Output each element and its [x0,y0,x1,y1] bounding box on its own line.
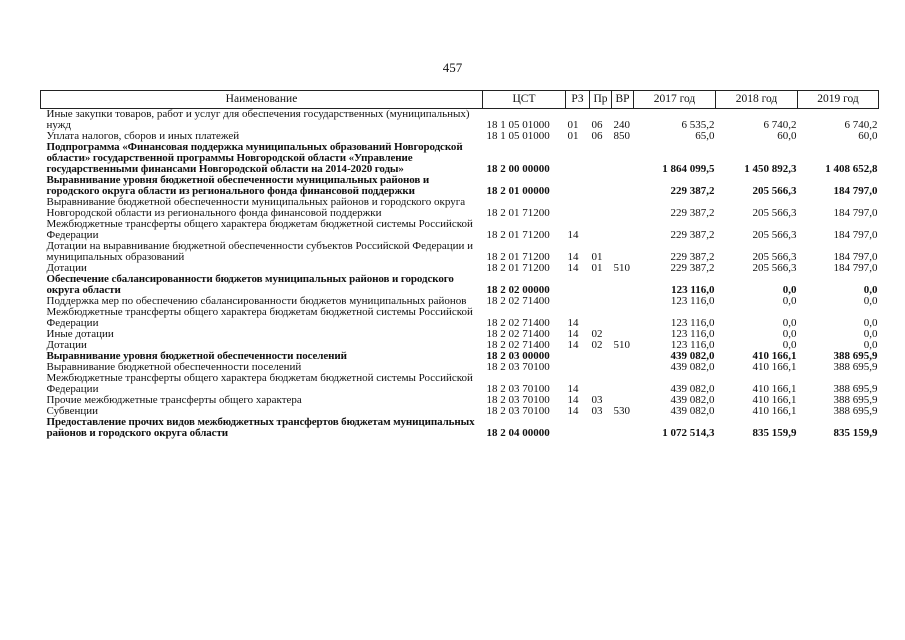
row-vr: 510 [613,339,630,351]
row-name: Выравнивание уровня бюджетной обеспеченности муниципальных районов и городского округа области из регионального фонда финансовой поддержки [46,174,430,197]
row-rz [566,142,590,175]
row-vr [612,274,634,296]
table-row [41,329,879,340]
table-row [41,241,879,263]
row-2018: 6 740,2 [763,119,797,131]
row-rz [566,175,590,197]
row-rz: 14 [567,339,579,351]
row-rz: 14 [567,405,579,417]
table-row [41,109,879,132]
row-pr: 03 [591,394,603,406]
table-row [41,373,879,395]
row-2019: 0,0 [863,317,878,329]
header-cst: ЦСТ [483,91,566,109]
header-rz: РЗ [566,91,590,109]
row-vr [612,197,634,219]
row-2018: 0,0 [782,284,797,296]
row-name: Дотации на выравнивание бюджетной обеспеченности субъектов Российской Федерации и муниципальных образований [46,240,474,263]
row-name: Дотации [46,339,87,351]
row-pr [590,274,612,296]
row-2019: 388 695,9 [833,405,878,417]
table-row [41,175,879,197]
row-name: Иные дотации [46,328,114,340]
row-pr: 03 [591,405,603,417]
row-2017: 229 387,2 [670,185,715,197]
row-2019: 0,0 [863,284,878,296]
row-2018: 1 450 892,3 [744,163,797,175]
row-vr: 510 [613,262,630,274]
row-2018: 410 166,1 [752,361,797,373]
row-2017: 123 116,0 [670,295,715,307]
row-2019: 184 797,0 [833,251,878,263]
row-cst: 18 2 04 00000 [486,427,550,439]
row-cst: 18 2 01 71200 [486,229,550,241]
row-name: Подпрограмма «Финансовая поддержка муниципальных образований Новгородской области» государственной программы Новгородской области «Управление государственными финансами Новгородской области на 2014-2020 годы» [46,141,463,175]
row-cst: 18 2 02 71400 [486,317,550,329]
row-pr [590,307,612,329]
row-2019: 184 797,0 [833,185,878,197]
row-2017: 439 082,0 [670,350,715,362]
row-2017: 123 116,0 [670,317,715,329]
row-name: Обеспечение сбалансированности бюджетов муниципальных районов и городского округа области [46,273,454,296]
row-name: Выравнивание бюджетной обеспеченности поселений [46,361,302,373]
row-2018: 60,0 [777,130,797,142]
header-2018: 2018 год [716,91,798,109]
row-rz [566,362,590,373]
row-2018: 205 566,3 [752,185,797,197]
header-pr: Пр [590,91,612,109]
row-cst: 18 2 03 70100 [486,394,550,406]
row-cst: 18 2 01 00000 [486,185,550,197]
row-cst: 18 2 01 71200 [486,207,550,219]
row-2018: 410 166,1 [752,405,797,417]
row-2017: 229 387,2 [670,229,715,241]
table-row [41,142,879,175]
table-row [41,197,879,219]
row-2019: 0,0 [863,339,878,351]
row-name: Выравнивание уровня бюджетной обеспеченности поселений [46,350,347,362]
row-2019: 6 740,2 [844,119,878,131]
row-vr [612,373,634,395]
row-2017: 123 116,0 [670,339,715,351]
row-rz: 14 [567,251,579,263]
row-rz: 14 [567,317,579,329]
row-cst: 18 2 02 00000 [486,284,550,296]
row-cst: 18 2 03 00000 [486,350,550,362]
row-2019: 835 159,9 [833,427,878,439]
row-pr: 02 [591,328,603,340]
row-2017: 1 864 099,5 [662,163,715,175]
row-cst: 18 2 02 71400 [486,339,550,351]
table-body [41,109,879,440]
row-2019: 0,0 [863,328,878,340]
row-2017: 229 387,2 [670,251,715,263]
row-2018: 0,0 [782,295,797,307]
row-rz: 14 [567,383,579,395]
row-2018: 410 166,1 [752,350,797,362]
row-name: Межбюджетные трансферты общего характера бюджетам бюджетной системы Российской Федерации [46,306,473,329]
row-name: Межбюджетные трансферты общего характера бюджетам бюджетной системы Российской Федерации [46,372,473,395]
row-rz [566,417,590,439]
row-2018: 835 159,9 [752,427,797,439]
row-2017: 123 116,0 [670,328,715,340]
row-2018: 410 166,1 [752,383,797,395]
row-2019: 60,0 [858,130,878,142]
row-pr [590,197,612,219]
row-cst: 18 2 02 71400 [486,328,550,340]
row-2017: 229 387,2 [670,262,715,274]
row-pr: 01 [591,262,603,274]
row-2017: 229 387,2 [670,207,715,219]
row-cst: 18 2 00 00000 [486,163,550,175]
budget-table [40,90,879,439]
row-vr [612,307,634,329]
table-row [41,417,879,439]
row-pr [590,296,612,307]
row-rz: 14 [567,394,579,406]
row-pr: 06 [591,119,603,131]
row-name: Прочие межбюджетные трансферты общего характера [46,394,302,406]
table-row [41,307,879,329]
row-rz [566,296,590,307]
row-pr [590,373,612,395]
row-vr [612,219,634,241]
row-vr [612,241,634,263]
row-2018: 0,0 [782,317,797,329]
row-vr: 850 [613,130,630,142]
row-cst: 18 2 03 70100 [486,405,550,417]
row-name: Уплата налогов, сборов и иных платежей [46,130,240,142]
row-2019: 388 695,9 [833,350,878,362]
row-2018: 0,0 [782,339,797,351]
row-2018: 205 566,3 [752,251,797,263]
row-2017: 439 082,0 [670,405,715,417]
row-pr: 02 [591,339,603,351]
row-2019: 1 408 652,8 [825,163,878,175]
row-cst: 18 2 01 71200 [486,251,550,263]
row-rz: 01 [567,130,579,142]
row-vr [612,142,634,175]
row-rz: 01 [567,119,579,131]
row-name: Предоставление прочих видов межбюджетных трансфертов бюджетам муниципальных районов и городского округа области [46,416,475,439]
row-2019: 184 797,0 [833,207,878,219]
row-name: Поддержка мер по обеспечению сбалансированности бюджетов муниципальных районов [46,295,467,307]
row-2017: 6 535,2 [681,119,715,131]
row-2018: 0,0 [782,328,797,340]
row-2018: 205 566,3 [752,207,797,219]
row-cst: 18 1 05 01000 [486,130,550,142]
row-2017: 439 082,0 [670,394,715,406]
row-2017: 439 082,0 [670,383,715,395]
row-2019: 388 695,9 [833,394,878,406]
row-rz: 14 [567,262,579,274]
header-2017: 2017 год [634,91,716,109]
row-cst: 18 2 03 70100 [486,361,550,373]
row-2019: 0,0 [863,295,878,307]
row-pr [590,362,612,373]
row-vr [612,175,634,197]
row-2019: 388 695,9 [833,361,878,373]
row-rz: 14 [567,229,579,241]
row-name: Дотации [46,262,87,274]
row-pr [590,351,612,362]
page-number: 457 [442,60,463,75]
table-header-row [41,91,879,109]
row-2017: 65,0 [695,130,715,142]
row-2018: 205 566,3 [752,262,797,274]
row-vr [612,362,634,373]
row-vr: 240 [613,119,630,131]
row-2018: 410 166,1 [752,394,797,406]
row-pr: 01 [591,251,603,263]
row-cst: 18 2 03 70100 [486,383,550,395]
row-rz [566,351,590,362]
row-2019: 388 695,9 [833,383,878,395]
row-pr: 06 [591,130,603,142]
table-row [41,219,879,241]
header-name: Наименование [41,91,483,109]
row-pr [590,219,612,241]
header-vr: ВР [612,91,634,109]
row-vr [612,417,634,439]
row-2017: 123 116,0 [671,284,715,296]
row-vr [612,296,634,307]
row-2019: 184 797,0 [833,229,878,241]
row-name: Иные закупки товаров, работ и услуг для обеспечения государственных (муниципальных) нужд [46,108,470,131]
row-vr: 530 [613,405,630,417]
header-2019: 2019 год [798,91,879,109]
row-2018: 205 566,3 [752,229,797,241]
row-rz [566,274,590,296]
row-pr [590,175,612,197]
row-name: Выравнивание бюджетной обеспеченности муниципальных районов и городского округа Новгородской области из регионального фонда финансовой поддержки [46,196,466,219]
row-rz: 14 [567,328,579,340]
table-row [41,274,879,296]
row-pr [590,417,612,439]
row-2017: 1 072 514,3 [662,427,715,439]
row-vr [612,351,634,362]
row-cst: 18 2 02 71400 [486,295,550,307]
row-cst: 18 1 05 01000 [486,119,550,131]
row-2017: 439 082,0 [670,361,715,373]
row-pr [590,142,612,175]
row-rz [566,197,590,219]
row-name: Субвенции [46,405,99,417]
row-name: Межбюджетные трансферты общего характера бюджетам бюджетной системы Российской Федерации [46,218,473,241]
row-cst: 18 2 01 71200 [486,262,550,274]
row-2019: 184 797,0 [833,262,878,274]
